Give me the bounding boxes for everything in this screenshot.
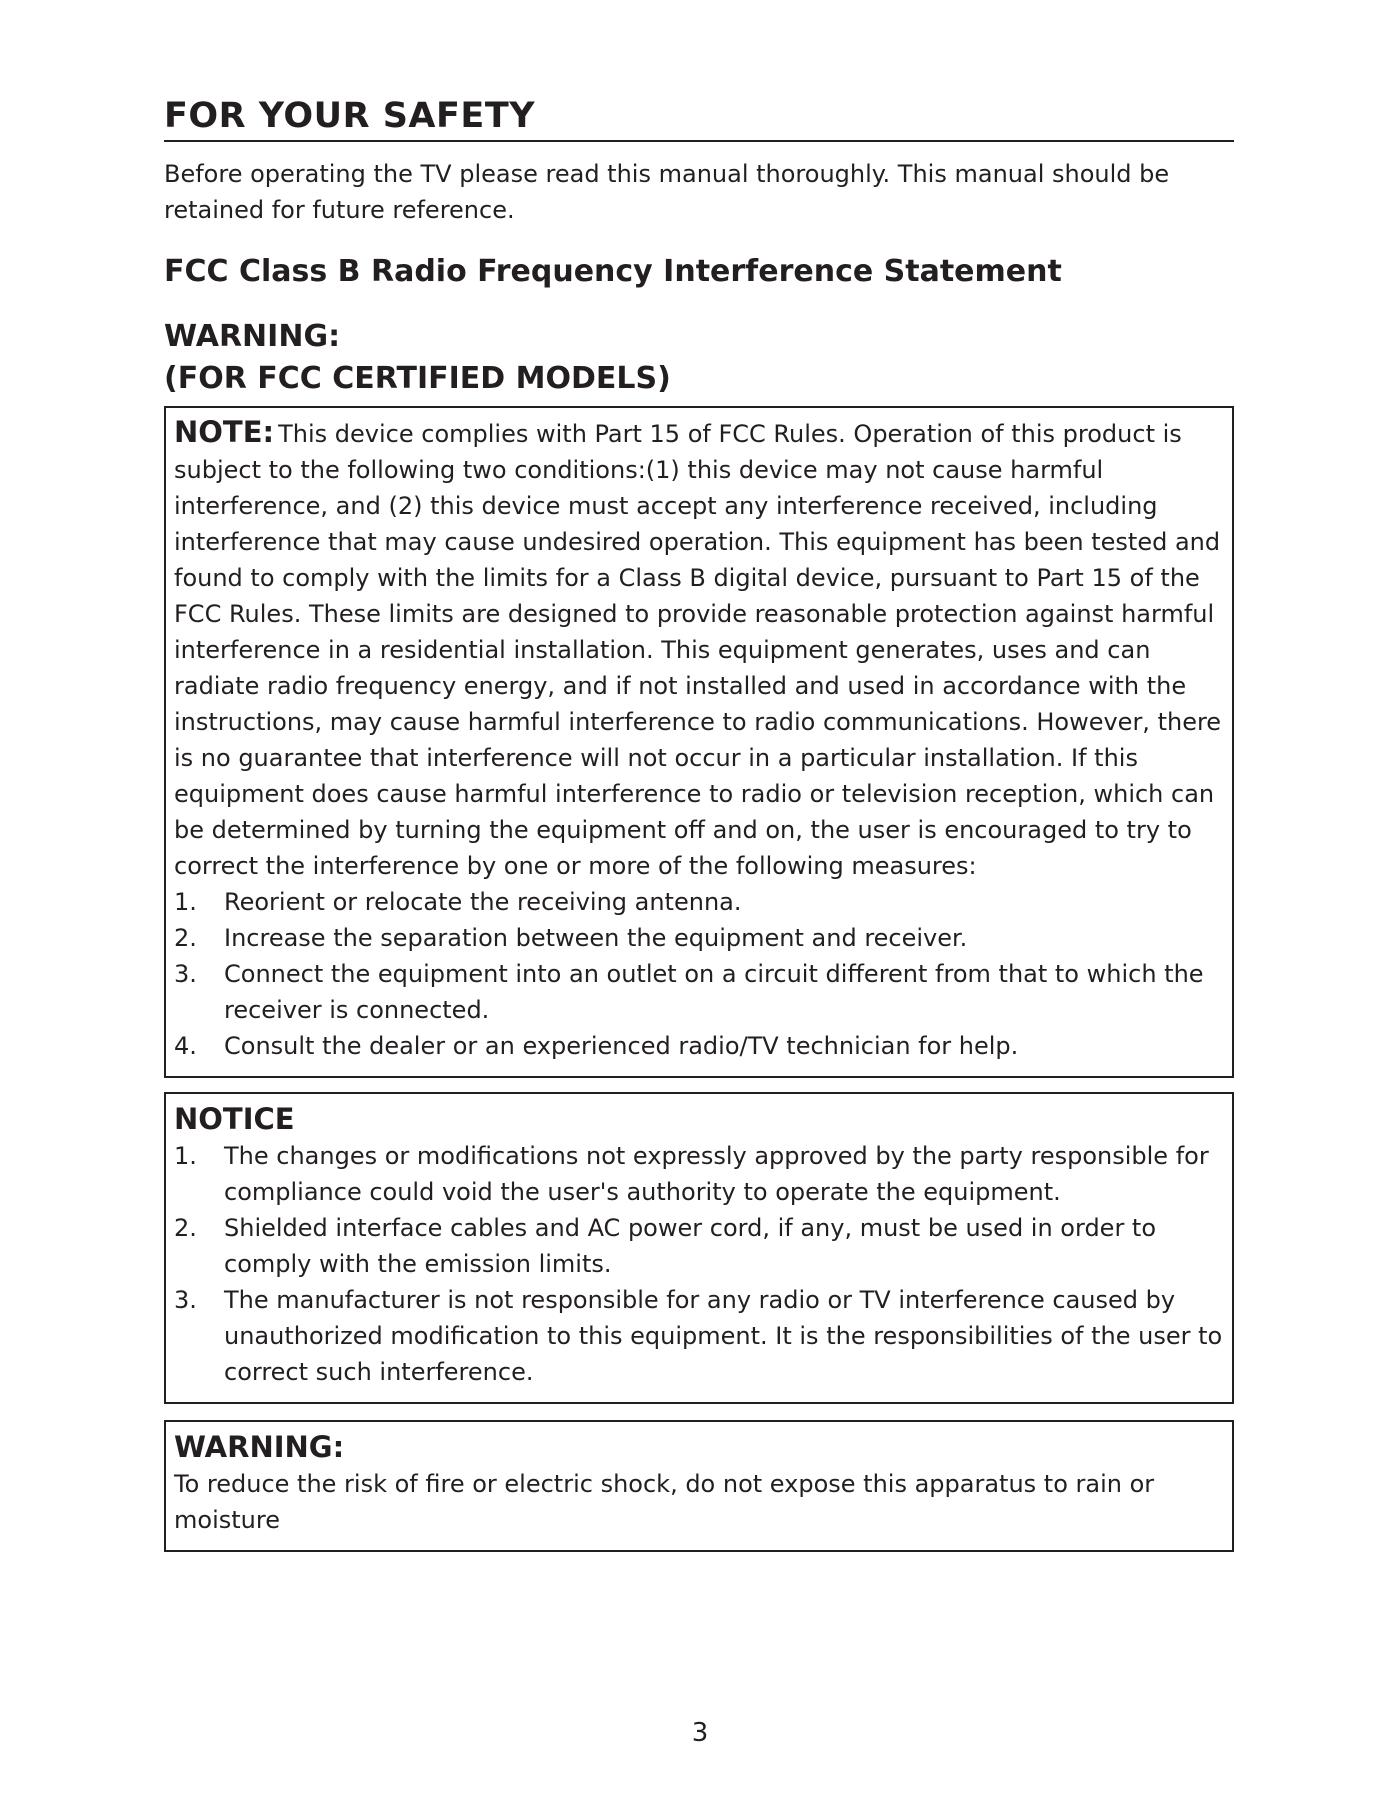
list-item-number: 1. bbox=[174, 1142, 197, 1171]
fcc-heading: FCC Class B Radio Frequency Interference Statement bbox=[164, 254, 1062, 290]
document-page bbox=[164, 96, 1234, 1552]
note-paragraph bbox=[174, 414, 1224, 884]
list-item-number: 3. bbox=[174, 960, 197, 989]
warning-heading-line1: WARNING: bbox=[164, 319, 341, 355]
measures-list bbox=[174, 884, 1224, 1064]
page-number: 3 bbox=[691, 1718, 709, 1748]
warning-box-text: To reduce the risk of fire or electric shock, do not expose this apparatus to rain or moisture bbox=[174, 1470, 1155, 1535]
list-item-number: 2. bbox=[174, 924, 197, 953]
list-item-number: 3. bbox=[174, 1286, 197, 1315]
warning-box bbox=[164, 1420, 1234, 1552]
intro-paragraph: Before operating the TV please read this manual thoroughly. This manual should be retained for future reference. bbox=[164, 160, 1170, 225]
list-item-number: 2. bbox=[174, 1214, 197, 1243]
list-item bbox=[174, 884, 1224, 920]
list-item-text: Connect the equipment into an outlet on a circuit different from that to which the receiver is connected. bbox=[224, 960, 1204, 1025]
list-item-number: 1. bbox=[174, 888, 197, 917]
list-item-text: Reorient or relocate the receiving antenna. bbox=[224, 888, 742, 917]
list-item-text: The manufacturer is not responsible for any radio or TV interference caused by unauthorized modification to this equipment. It is the responsibilities of the user to correct such interference. bbox=[224, 1286, 1223, 1387]
list-item bbox=[174, 1138, 1224, 1210]
warning-box-heading: WARNING: bbox=[174, 1430, 345, 1465]
notice-list bbox=[174, 1138, 1224, 1390]
notice-heading: NOTICE bbox=[174, 1102, 295, 1137]
list-item-text: Shielded interface cables and AC power cord, if any, must be used in order to comply with the emission limits. bbox=[224, 1214, 1157, 1279]
list-item bbox=[174, 1028, 1224, 1064]
note-label: NOTE: bbox=[174, 415, 275, 450]
list-item-text: Increase the separation between the equipment and receiver. bbox=[224, 924, 968, 953]
warning-heading bbox=[164, 316, 1234, 400]
warning-heading-line2: (FOR FCC CERTIFIED MODELS) bbox=[164, 361, 671, 397]
list-item bbox=[174, 1210, 1224, 1282]
list-item bbox=[174, 956, 1224, 1028]
list-item bbox=[174, 1282, 1224, 1390]
page-title: FOR YOUR SAFETY bbox=[164, 96, 1234, 142]
notice-box bbox=[164, 1092, 1234, 1404]
note-box bbox=[164, 406, 1234, 1078]
note-text: This device complies with Part 15 of FCC Rules. Operation of this product is subject to the following two conditions:(1) this device may not cause harmful interference, and (2) this device must accept any interference received, including interference that may cause undesired operation. This equipment has been tested and found to comply with the limits for a Class B digital device, pursuant to Part 15 of the FCC Rules. These limits are designed to provide reasonable protection against harmful interference in a residential installation. This equipment generates, uses and can radiate radio frequency energy, and if not installed and used in accordance with the instructions, may cause harmful interference to radio communications. However, there is no guarantee that interference will not occur in a particular installation. If this equipment does cause harmful interference to radio or television reception, which can be determined by turning the equipment off and on, the user is encouraged to try to correct the interference by one or more of the following measures: bbox=[174, 420, 1222, 881]
list-item bbox=[174, 920, 1224, 956]
list-item-text: The changes or modifications not expressly approved by the party responsible for compliance could void the user's authority to operate the equipment. bbox=[224, 1142, 1209, 1207]
list-item-number: 4. bbox=[174, 1032, 197, 1061]
list-item-text: Consult the dealer or an experienced radio/TV technician for help. bbox=[224, 1032, 1019, 1061]
